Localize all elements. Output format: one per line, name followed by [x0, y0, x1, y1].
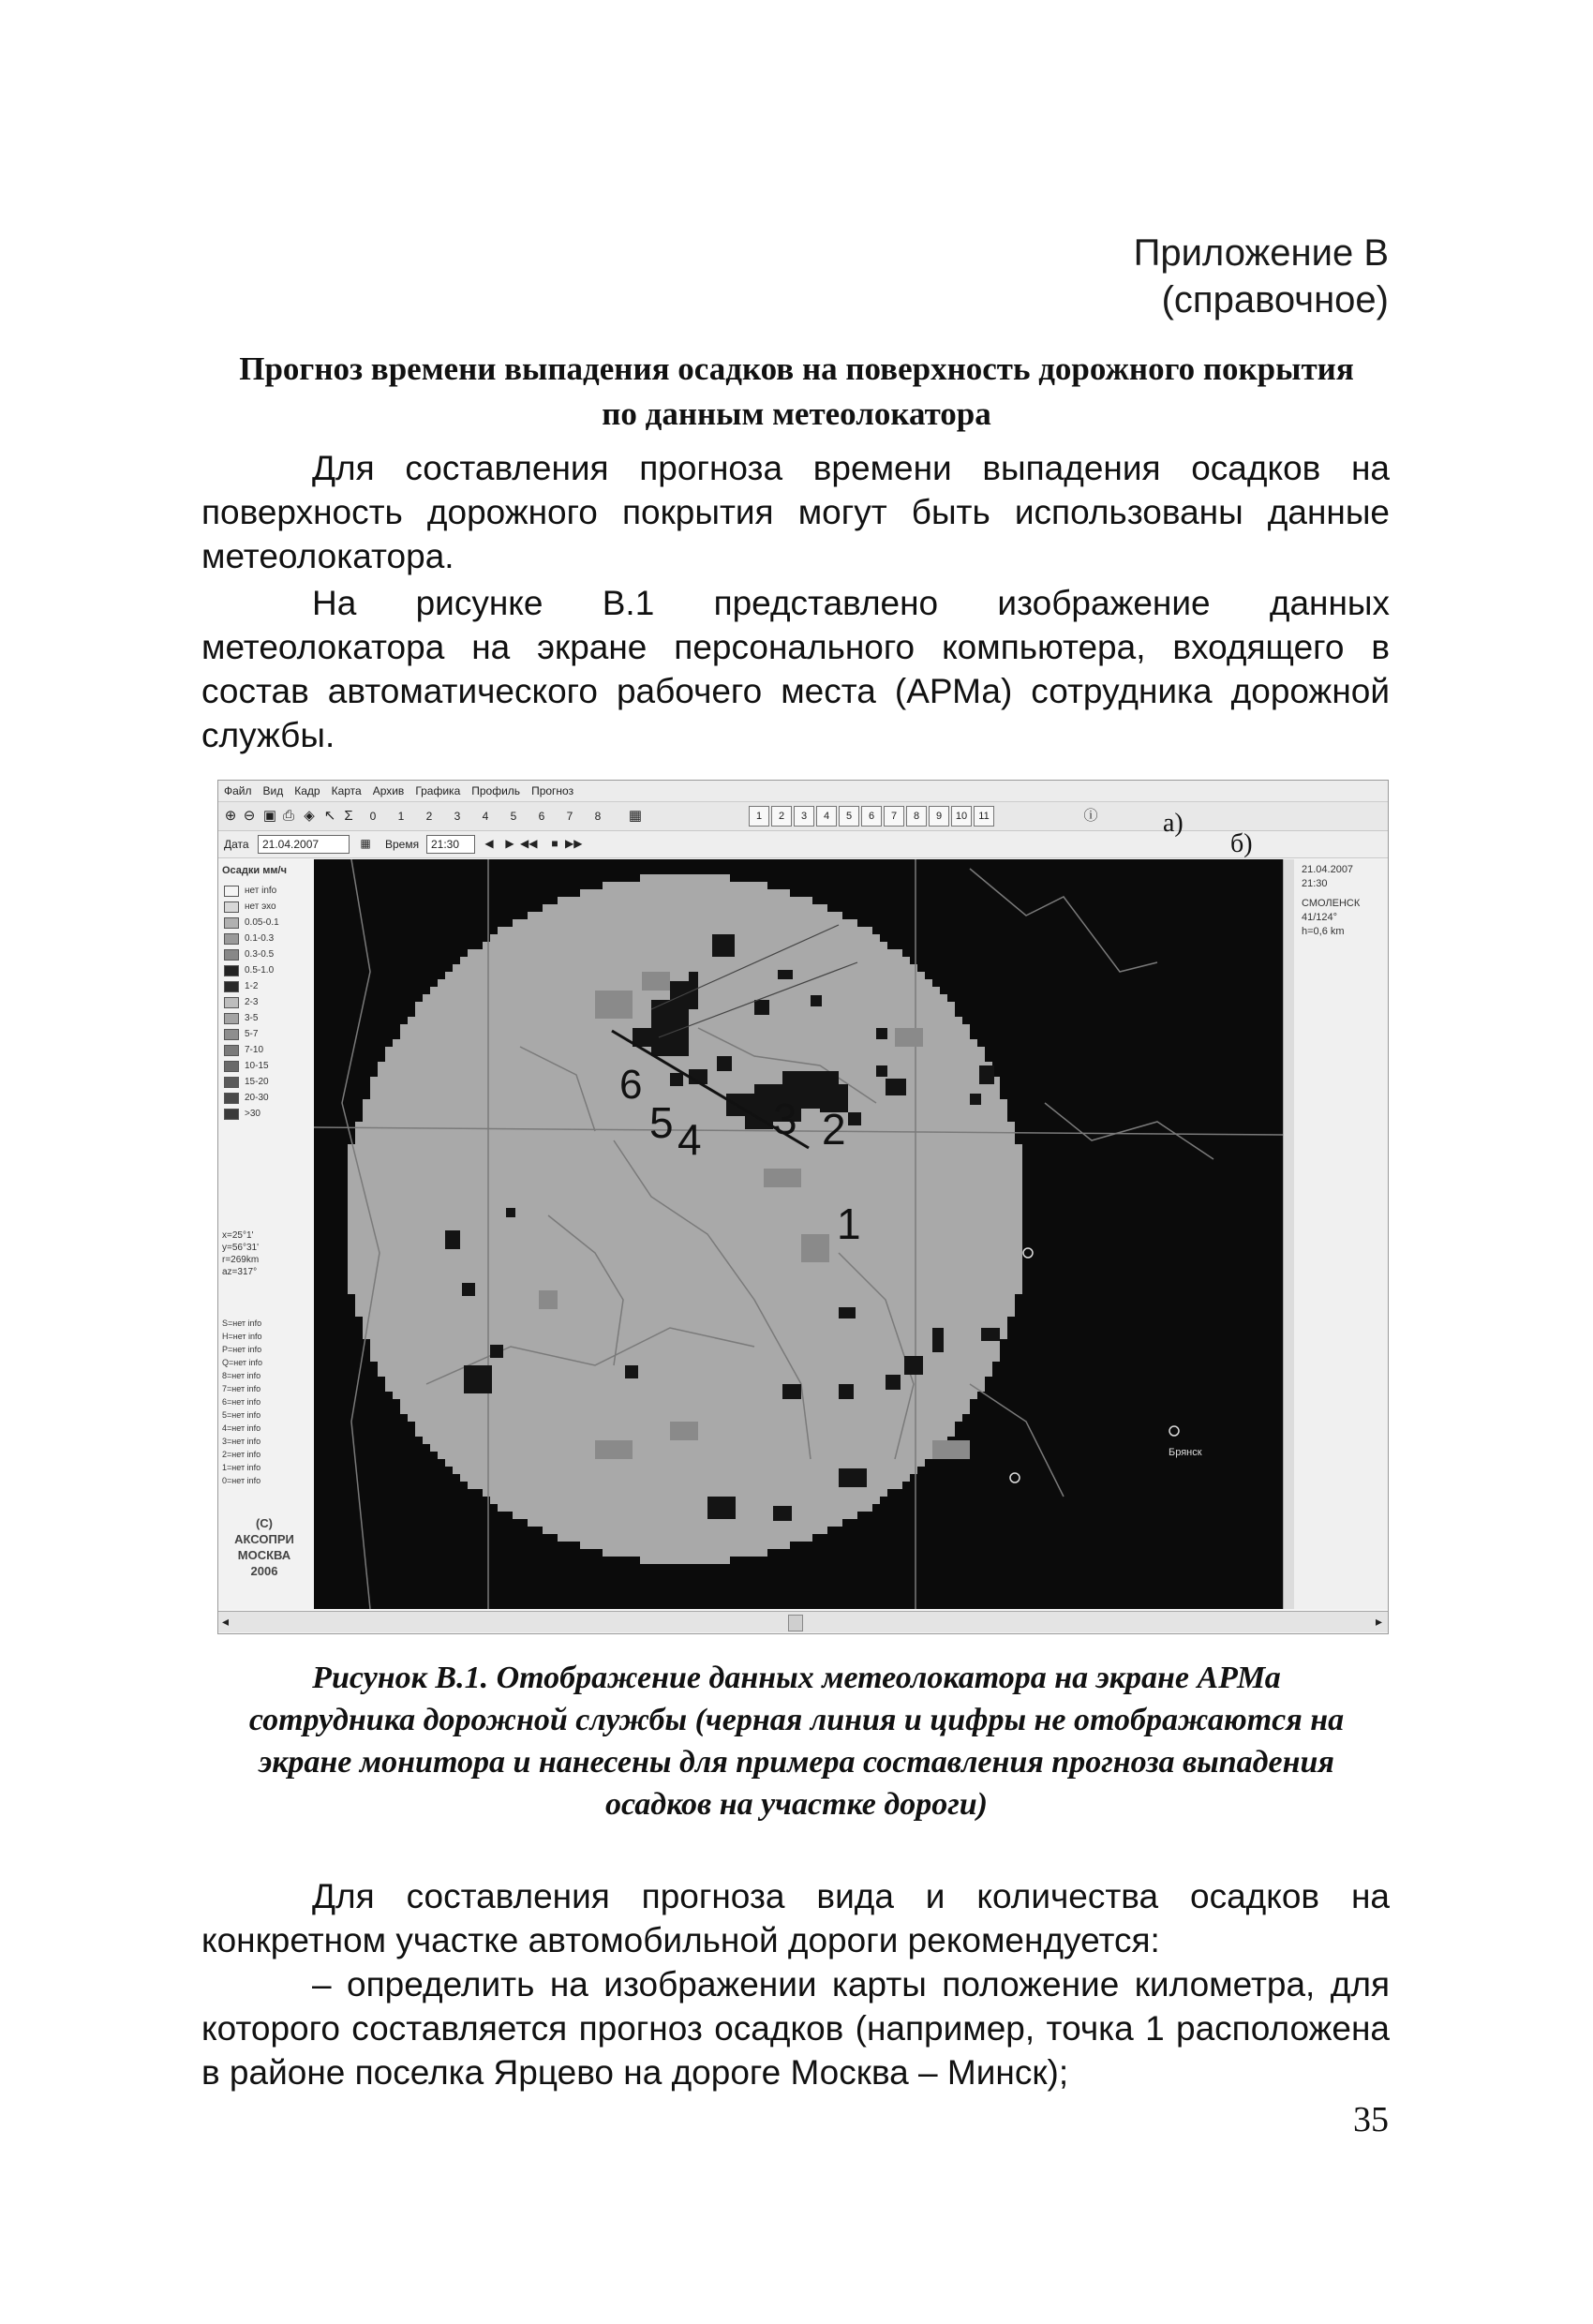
- frame-button[interactable]: 9: [929, 806, 949, 827]
- legend-label: >30: [245, 1109, 261, 1119]
- frame-button[interactable]: 5: [839, 806, 859, 827]
- elevation-line: 8=нет info: [222, 1371, 261, 1380]
- radar-disc-row: [580, 1542, 790, 1549]
- legend-label: 5-7: [245, 1029, 259, 1039]
- info-line: h=0,6 km: [1302, 926, 1345, 937]
- info-icon[interactable]: ⓘ: [1083, 808, 1098, 824]
- radar-disc-row: [438, 1452, 932, 1459]
- legend-label: 3-5: [245, 1013, 259, 1023]
- radar-disc-row: [363, 1099, 1007, 1107]
- legend-swatch: [224, 1029, 239, 1040]
- legend-entry: [224, 916, 308, 931]
- frame-button[interactable]: 3: [794, 806, 814, 827]
- radar-disc-row: [430, 1444, 940, 1452]
- radar-disc-row: [348, 1174, 1022, 1182]
- radar-disc-row: [603, 1549, 767, 1557]
- play-icon[interactable]: ▶: [505, 837, 514, 850]
- legend-entry: [224, 947, 308, 962]
- marker-3: 3: [773, 1095, 797, 1143]
- legend-swatch: [224, 949, 239, 961]
- legend-label: нет эхо: [245, 901, 276, 912]
- date-label: Дата: [224, 838, 249, 851]
- radar-disc-row: [370, 1347, 1000, 1354]
- legend-entry: [224, 963, 308, 978]
- legend-swatch: [224, 965, 239, 976]
- layers-icon[interactable]: ◈: [304, 808, 315, 824]
- radar-disc-row: [370, 1339, 1000, 1347]
- frame-button[interactable]: 11: [974, 806, 994, 827]
- legend-swatch: [224, 981, 239, 992]
- menu-item[interactable]: Вид: [262, 784, 284, 797]
- radar-disc-row: [363, 1332, 1007, 1339]
- layer-button[interactable]: 4: [482, 810, 489, 823]
- legend-entry: [224, 1075, 308, 1090]
- radar-disc-row: [513, 1512, 857, 1519]
- legend-swatch: [224, 886, 239, 897]
- legend-entry: [224, 1091, 308, 1106]
- radar-disc-row: [348, 1272, 1022, 1279]
- legend-label: 0.5-1.0: [245, 965, 275, 976]
- radar-disc-row: [348, 1264, 1022, 1272]
- save-icon[interactable]: ▣: [262, 808, 277, 824]
- legend-label: 0.05-0.1: [245, 917, 279, 928]
- zoom-out-icon[interactable]: ⊖: [243, 808, 256, 824]
- paragraph-2: На рисунке В.1 представлено изображение данных метеолокатора на экране персонального компьютера, входящего в состав автоматического рабочего места (АРМа) сотрудника дорожной службы.: [201, 584, 1390, 754]
- step-back-icon[interactable]: ◀: [484, 837, 494, 850]
- callout-b: б): [1230, 829, 1253, 858]
- rewind-icon[interactable]: ◀◀: [520, 837, 538, 850]
- info-line: СМОЛЕНСК: [1302, 898, 1361, 909]
- layer-button[interactable]: 1: [397, 810, 405, 823]
- marker-5: 5: [649, 1098, 674, 1147]
- radar-disc-row: [640, 1557, 730, 1564]
- info-line: 21:30: [1302, 878, 1328, 889]
- callout-a: а): [1163, 809, 1184, 838]
- radar-disc-row: [558, 897, 812, 904]
- frame-button[interactable]: 10: [951, 806, 972, 827]
- zoom-in-icon[interactable]: ⊕: [224, 808, 237, 824]
- elevation-list: [222, 1317, 262, 1487]
- legend-entry: [224, 1059, 308, 1074]
- legend-label: нет info: [245, 886, 277, 896]
- legend-title: Осадки мм/ч: [222, 865, 287, 876]
- layer-button[interactable]: 5: [510, 810, 517, 823]
- frame-button[interactable]: 2: [771, 806, 792, 827]
- radar-disc-row: [408, 1414, 962, 1422]
- legend-swatch: [224, 1109, 239, 1120]
- radar-disc-row: [400, 1399, 970, 1407]
- menu-item[interactable]: Файл: [224, 784, 252, 797]
- legend-swatch: [224, 1093, 239, 1104]
- legend-label: 20-30: [245, 1093, 269, 1103]
- legend-swatch: [224, 933, 239, 945]
- marker-6: 6: [619, 1062, 643, 1108]
- radar-disc-row: [558, 1534, 812, 1542]
- menu-bar: [218, 781, 1388, 802]
- marker-1: 1: [837, 1199, 861, 1248]
- radar-disc-row: [348, 1249, 1022, 1257]
- radar-disc-row: [453, 964, 917, 972]
- menu-item[interactable]: Кадр: [294, 784, 320, 797]
- frame-button[interactable]: 4: [816, 806, 837, 827]
- paragraph-1: Для составления прогноза времени выпадения осадков на поверхность дорожного покрытия могут быть использованы данные метеолокатора.: [201, 449, 1390, 575]
- info-line: 21.04.2007: [1302, 864, 1354, 875]
- radar-disc-row: [468, 1482, 902, 1489]
- radar-screenshot: [217, 780, 1389, 1634]
- elevation-line: 1=нет info: [222, 1463, 261, 1472]
- date-field[interactable]: 21.04.2007: [258, 835, 350, 854]
- radar-disc-row: [513, 919, 857, 927]
- layer-button[interactable]: 8: [594, 810, 602, 823]
- legend-label: 15-20: [245, 1077, 269, 1087]
- legend-entry: [224, 1043, 308, 1058]
- layer-button[interactable]: 3: [454, 810, 461, 823]
- legend-entry: [224, 884, 308, 899]
- legend-entry: [224, 1027, 308, 1042]
- copyright-line: МОСКВА: [237, 1548, 291, 1562]
- radar-disc-row: [348, 1189, 1022, 1197]
- radar-disc-row: [348, 1197, 1022, 1204]
- radar-disc-row: [378, 1062, 992, 1069]
- radar-disc-row: [580, 889, 790, 897]
- frame-button[interactable]: 8: [906, 806, 927, 827]
- radar-disc-row: [490, 934, 880, 942]
- legend-swatch: [224, 901, 239, 913]
- elevation-line: S=нет info: [222, 1318, 262, 1328]
- legend-entry: [224, 1011, 308, 1026]
- radar-disc-row: [543, 904, 827, 912]
- radar-disc-row: [483, 1489, 887, 1497]
- elevation-line: P=нет info: [222, 1345, 262, 1354]
- radar-disc-row: [348, 1287, 1022, 1294]
- legend-entry: [224, 900, 308, 915]
- legend-label: 10-15: [245, 1061, 269, 1071]
- radar-disc-row: [445, 1459, 925, 1467]
- legend-label: 0.1-0.3: [245, 933, 275, 944]
- scroll-right-icon[interactable]: ▸: [1375, 1614, 1382, 1629]
- elevation-line: Q=нет info: [222, 1358, 263, 1367]
- pointer-icon[interactable]: ↖: [323, 808, 336, 824]
- radar-disc-row: [460, 957, 910, 964]
- elevation-line: 5=нет info: [222, 1410, 261, 1420]
- copyright-line: 2006: [250, 1564, 278, 1578]
- radar-disc-row: [348, 1167, 1022, 1174]
- layer-button[interactable]: 2: [425, 810, 433, 823]
- paragraph-3: [201, 1874, 1390, 2094]
- legend-entry: [224, 1107, 308, 1122]
- radar-disc-row: [498, 1504, 872, 1512]
- grid-icon[interactable]: ▦: [628, 808, 643, 824]
- radar-disc-row: [400, 1407, 970, 1414]
- radar-disc-row: [543, 1527, 827, 1534]
- legend-entry: [224, 979, 308, 994]
- radar-disc-row: [483, 942, 887, 949]
- layer-button[interactable]: 7: [566, 810, 573, 823]
- layer-button[interactable]: 6: [538, 810, 545, 823]
- section-title: Прогноз времени выпадения осадков на поверхность дорожного покрытия по данным метеолокатора: [239, 350, 1354, 432]
- copyright: [218, 1515, 310, 1579]
- menu-item[interactable]: Профиль: [471, 784, 521, 797]
- legend-swatch: [224, 1045, 239, 1056]
- coordinate-line: az=317°: [222, 1267, 258, 1277]
- city-label: Брянск: [1169, 1447, 1202, 1458]
- legend-entry: [224, 995, 308, 1010]
- copyright-line: АКСОПРИ: [234, 1532, 294, 1546]
- legend-swatch: [224, 997, 239, 1008]
- menu-item[interactable]: Прогноз: [531, 784, 574, 797]
- elevation-line: 7=нет info: [222, 1384, 261, 1393]
- radar-disc-row: [468, 949, 902, 957]
- scroll-left-icon[interactable]: ◂: [222, 1614, 230, 1629]
- radar-map[interactable]: [314, 859, 1283, 1609]
- layer-button[interactable]: 0: [369, 810, 377, 823]
- toolbar: [218, 802, 1388, 831]
- time-field[interactable]: 21:30: [426, 835, 475, 854]
- coordinate-line: y=56°31': [222, 1243, 259, 1253]
- copyright-line: (C): [255, 1516, 274, 1530]
- radar-disc-row: [348, 1212, 1022, 1219]
- calendar-icon[interactable]: ▦: [360, 837, 371, 850]
- coordinate-line: x=25°1': [222, 1230, 254, 1241]
- appendix-label: Приложение В: [1133, 232, 1389, 274]
- date-bar: [218, 831, 1388, 858]
- stop-icon[interactable]: ■: [551, 837, 558, 850]
- radar-disc-row: [498, 927, 872, 934]
- frame-button[interactable]: 1: [749, 806, 769, 827]
- radar-disc-row: [445, 972, 925, 979]
- legend-swatch: [224, 1077, 239, 1088]
- sum-icon[interactable]: Σ: [344, 808, 353, 824]
- elevation-line: 4=нет info: [222, 1423, 261, 1433]
- figure-caption: Рисунок В.1. Отображение данных метеолокатора на экране АРМа сотрудника дорожной службы (черная линия и цифры не отображаются на экране монитора и нанесены для примера составления прогноза выпадения осадков на участке дороги): [248, 1661, 1345, 1822]
- cursor-coordinates: [222, 1229, 259, 1278]
- radar-disc-row: [348, 1204, 1022, 1212]
- legend-label: 1-2: [245, 981, 259, 991]
- legend-swatch: [224, 917, 239, 929]
- radar-disc-row: [490, 1497, 880, 1504]
- marker-2: 2: [822, 1105, 846, 1154]
- forward-icon[interactable]: ▶▶: [565, 837, 583, 850]
- elevation-line: H=нет info: [222, 1332, 262, 1341]
- radar-disc-row: [528, 1519, 842, 1527]
- marker-4: 4: [677, 1115, 702, 1164]
- legend-swatch: [224, 1013, 239, 1024]
- legend-label: 7-10: [245, 1045, 264, 1055]
- radar-disc-row: [348, 1279, 1022, 1287]
- legend-entry: [224, 931, 308, 946]
- radar-disc-row: [363, 1317, 1007, 1324]
- radar-disc-row: [603, 882, 767, 889]
- menu-item[interactable]: Архив: [372, 784, 405, 797]
- menu-item[interactable]: Карта: [331, 784, 362, 797]
- legend-label: 2-3: [245, 997, 259, 1007]
- menu-item[interactable]: Графика: [415, 784, 461, 797]
- time-label: Время: [385, 838, 420, 851]
- radar-disc-row: [528, 912, 842, 919]
- radar-disc-row: [640, 874, 730, 882]
- paragraph-3-intro: Для составления прогноза вида и количества осадков на конкретном участке автомобильной дороги рекомендуется:: [201, 1877, 1390, 1959]
- radar-disc-row: [363, 1107, 1007, 1114]
- page-number: 35: [1353, 2100, 1389, 2139]
- elevation-line: 2=нет info: [222, 1450, 261, 1459]
- appendix-type: (справочное): [1161, 279, 1389, 320]
- radar-disc-row: [348, 1257, 1022, 1264]
- info-line: 41/124°: [1302, 912, 1338, 923]
- frame-button[interactable]: 6: [861, 806, 882, 827]
- legend-label: 0.3-0.5: [245, 949, 275, 960]
- paragraph-3-item: – определить на изображении карты положение километра, для которого составляется прогноз осадков (например, точка 1 расположена в районе поселка Ярцево на дороге Москва – Минск);: [201, 1965, 1390, 2092]
- legend-swatch: [224, 1061, 239, 1072]
- elevation-line: 0=нет info: [222, 1476, 261, 1485]
- horizontal-scrollbar[interactable]: [218, 1611, 1388, 1632]
- coordinate-line: r=269km: [222, 1255, 260, 1265]
- elevation-line: 3=нет info: [222, 1437, 261, 1446]
- info-panel: [1294, 859, 1388, 1609]
- radar-disc-row: [348, 1219, 1022, 1227]
- precipitation-legend: [218, 859, 310, 1609]
- scroll-thumb[interactable]: [788, 1615, 803, 1631]
- frame-button[interactable]: 7: [884, 806, 904, 827]
- print-icon[interactable]: ⎙: [282, 808, 294, 824]
- radar-disc-row: [348, 1182, 1022, 1189]
- elevation-line: 6=нет info: [222, 1397, 261, 1407]
